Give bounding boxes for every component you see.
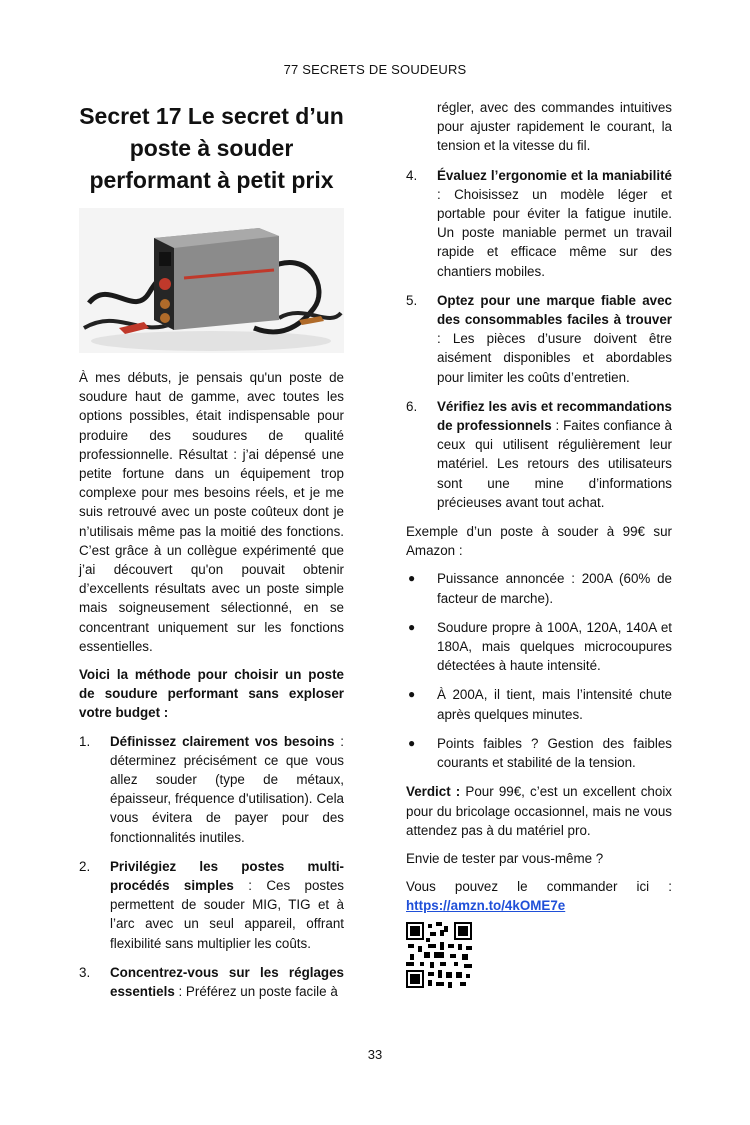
step-number: 1. [79,733,91,749]
spec-text: Soudure propre à 100A, 120A, 140A et 180A, mais quelques microcoupures détectées à haute intensité. [437,619,672,674]
bullet-icon: ● [408,571,416,586]
step-text: : Préférez un poste facile à [174,984,338,1000]
intro-paragraph: À mes débuts, je pensais qu'un poste de soudure haut de gamme, avec toutes les options possibles, était indispensable pour produire des soudures de qualité professionnelle. Résultat : j’ai dépensé une petite fortune dans un équipement trop complexe pour mes besoins réels, et je me suis retrouvé avec un poste coûteux dont je n’utilisais même pas la moitié des fonctions. C’est grâce à un collègue expérimenté que j’ai découvert qu'on pouvait obtenir d’excellents résultats avec un poste simple mais soigneusement sélectionné, en se concentrant uniquement sur les fonctions essentielles. [79,370,344,654]
step-text: : déterminez précisément ce que vous allez souder (type de métaux, épaisseur, fréquence d'utilisation). Cela vous évitera de payer pour des fonctionnalités inutiles. [110,733,344,845]
running-header: 77 SECRETS DE SOUDEURS [283,62,467,77]
verdict-paragraph [406,782,672,840]
list-item [79,857,344,953]
bullet-icon: ● [408,735,416,750]
list-item [406,291,672,387]
article-title: Secret 17 Le secret d’un poste à souder performant à petit prix [79,103,344,193]
qr-code-icon[interactable] [406,922,472,988]
step-3-continuation: régler, avec des commandes intuitives pour ajuster rapidement le courant, la tension et la vitesse du fil. [437,100,672,154]
list-item [406,397,672,512]
step-text: : Choisissez un modèle léger et portable pour éviter la fatigue inutile. Un poste maniable permet un travail rapide et efficace même sur des chantiers mobiles. [437,186,672,279]
amazon-link[interactable]: https://amzn.to/4kOME7e [406,898,566,914]
step-number: 6. [406,398,418,414]
order-paragraph [406,877,672,915]
step-heading: Définissez clairement vos besoins [110,733,335,749]
step-heading: Privilégiez les postes multi-procédés simples [110,858,344,894]
list-item [406,618,672,676]
right-column [406,98,672,988]
spec-text: À 200A, il tient, mais l’intensité chute après quelques minutes. [437,687,672,722]
list-item [79,732,344,847]
invite-text: Envie de tester par vous-même ? [406,850,604,866]
list-item [406,685,672,723]
spec-text: Points faibles ? Gestion des faibles courants et stabilité de la tension. [437,735,672,771]
step-text: : Faites confiance à ceux qui utilisent régulièrement leur matériel. Les retours des utilisateurs sont une mine d’informations précieuses avant tout achat. [437,418,673,510]
step-number: 4. [406,167,418,183]
left-column [79,100,344,1011]
method-heading: Voici la méthode pour choisir un poste de soudure performant sans exploser votre budget : [79,667,344,721]
list-item [79,963,344,1001]
steps-list-right [406,166,672,512]
step-number: 3. [79,964,91,980]
bullet-icon: ● [408,619,416,634]
spec-text: Puissance annoncée : 200A (60% de facteur de marche). [437,571,672,606]
step-heading: Évaluez l’ergonomie et la maniabilité [437,167,672,183]
example-intro: Exemple d’un poste à souder à 99€ sur Amazon : [406,524,672,559]
step-heading: Concentrez-vous sur les réglages essentiels [110,964,344,1000]
step-heading: Optez pour une marque fiable avec des consommables faciles à trouver [437,292,672,328]
step-text: : Les pièces d’usure doivent être aisément disponibles et abordables pour limiter les coûts d’entretien. [437,331,672,385]
page-number: 33 [367,1047,383,1062]
welding-machine-image [79,208,344,353]
steps-list-left [79,732,344,1002]
verdict-label: Verdict : [406,784,461,800]
bullet-icon: ● [408,687,416,702]
step-number: 5. [406,292,418,308]
specs-list [406,569,672,772]
order-text: Vous pouvez le commander ici : [406,879,672,895]
list-item [406,569,672,607]
list-item [406,166,672,281]
step-text: : Ces postes permettent de souder MIG, TIG et à l’arc avec un seul appareil, offrant flexibilité sans multiplier les coûts. [110,878,344,951]
verdict-text: Pour 99€, c’est un excellent choix pour du bricolage occasionnel, mais ne vous attendez pas à du matériel pro. [406,784,672,838]
list-item [406,734,672,772]
step-heading: Vérifiez les avis et recommandations de professionnels [437,398,672,434]
step-number: 2. [79,858,91,874]
